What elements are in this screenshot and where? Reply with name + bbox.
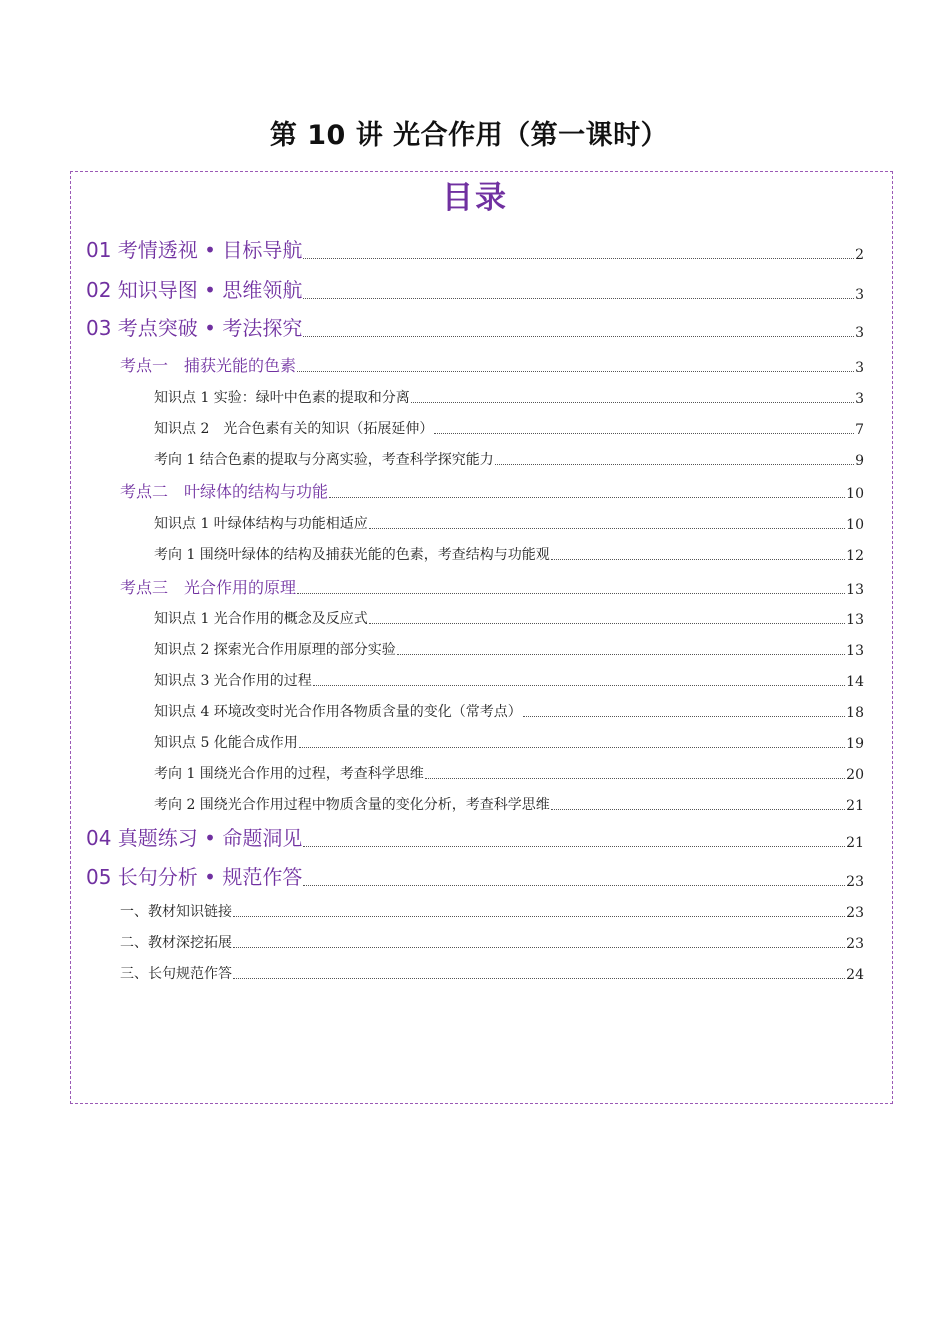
toc-entry-page: 23 bbox=[846, 936, 864, 952]
toc-entry[interactable] bbox=[154, 416, 864, 438]
toc-entry[interactable] bbox=[120, 352, 864, 376]
toc-entry-page: 20 bbox=[846, 767, 864, 783]
toc-dot-leader bbox=[303, 336, 854, 337]
toc-entry-page: 3 bbox=[855, 325, 864, 341]
toc-entry-label: 知识点 1 叶绿体结构与功能相适应 bbox=[154, 516, 368, 532]
toc-entry[interactable] bbox=[86, 311, 864, 341]
toc-heading: 目录 bbox=[442, 180, 508, 216]
toc-dot-leader bbox=[425, 778, 845, 779]
toc-dot-leader bbox=[313, 685, 845, 686]
toc-entry-page: 2 bbox=[855, 247, 864, 263]
toc-dot-leader bbox=[369, 528, 845, 529]
toc-dot-leader bbox=[329, 497, 845, 498]
toc-entry-label: 知识点 3 光合作用的过程 bbox=[154, 673, 312, 689]
toc-entry[interactable] bbox=[154, 792, 864, 814]
toc-entry-label: 三、长句规范作答 bbox=[120, 966, 232, 982]
toc-dot-leader bbox=[303, 885, 845, 886]
toc-entry[interactable] bbox=[154, 699, 864, 721]
toc-entry-label: 考向 1 围绕光合作用的过程，考查科学思维 bbox=[154, 766, 424, 782]
toc-entry-label: 知识点 5 化能合成作用 bbox=[154, 735, 298, 751]
toc-dot-leader bbox=[233, 978, 845, 979]
toc-entry[interactable] bbox=[154, 385, 864, 407]
toc-entry[interactable] bbox=[86, 233, 864, 263]
toc-entry-label: 考点一 捕获光能的色素 bbox=[120, 356, 297, 375]
toc-entry-page: 12 bbox=[846, 548, 864, 564]
toc-entry-label: 知识点 2 光合色素有关的知识（拓展延伸） bbox=[154, 421, 434, 437]
toc-entry[interactable] bbox=[120, 574, 864, 598]
toc-entry-label: 04 真题练习 • 命题洞见 bbox=[86, 826, 303, 850]
toc-entry-page: 13 bbox=[846, 643, 864, 659]
toc-entry-label: 知识点 2 探索光合作用原理的部分实验 bbox=[154, 642, 396, 658]
toc-entry-page: 10 bbox=[846, 517, 864, 533]
toc-dot-leader bbox=[397, 654, 845, 655]
toc-entry[interactable] bbox=[154, 761, 864, 783]
toc-entry[interactable] bbox=[86, 273, 864, 303]
toc-entry[interactable] bbox=[120, 478, 864, 502]
toc-entry[interactable] bbox=[120, 961, 864, 983]
toc-entry-page: 13 bbox=[846, 612, 864, 628]
toc-dot-leader bbox=[551, 809, 845, 810]
toc-dot-leader bbox=[551, 559, 845, 560]
toc-entry-label: 考点三 光合作用的原理 bbox=[120, 578, 297, 597]
toc-entry[interactable] bbox=[154, 542, 864, 564]
toc-dot-leader bbox=[299, 747, 845, 748]
toc-entry-label: 二、教材深挖拓展 bbox=[120, 935, 232, 951]
toc-dot-leader bbox=[297, 371, 854, 372]
toc-entry-label: 考向 1 围绕叶绿体的结构及捕获光能的色素，考查结构与功能观 bbox=[154, 547, 550, 563]
toc-entry-page: 19 bbox=[846, 736, 864, 752]
toc-dot-leader bbox=[495, 464, 854, 465]
page-title: 第 10 讲 光合作用（第一课时） bbox=[269, 120, 669, 151]
toc-entry-label: 知识点 1 实验：绿叶中色素的提取和分离 bbox=[154, 390, 410, 406]
toc-entry-label: 03 考点突破 • 考法探究 bbox=[86, 316, 303, 340]
toc-entry-page: 3 bbox=[855, 287, 864, 303]
toc-entry[interactable] bbox=[120, 899, 864, 921]
toc-entry[interactable] bbox=[154, 637, 864, 659]
toc-entry-label: 01 考情透视 • 目标导航 bbox=[86, 238, 303, 262]
toc-dot-leader bbox=[233, 916, 845, 917]
toc-entry-page: 13 bbox=[846, 582, 864, 598]
toc-entry[interactable] bbox=[120, 930, 864, 952]
toc-entry-page: 3 bbox=[855, 391, 864, 407]
toc-dot-leader bbox=[411, 402, 854, 403]
toc-entry-label: 知识点 1 光合作用的概念及反应式 bbox=[154, 611, 368, 627]
toc-entry-page: 3 bbox=[855, 360, 864, 376]
toc-entry[interactable] bbox=[154, 730, 864, 752]
toc-entry[interactable] bbox=[154, 606, 864, 628]
toc-entry-page: 23 bbox=[846, 905, 864, 921]
toc-dot-leader bbox=[303, 258, 854, 259]
toc-entry-page: 10 bbox=[846, 486, 864, 502]
toc-dot-leader bbox=[303, 298, 854, 299]
toc-entry[interactable] bbox=[154, 668, 864, 690]
toc-entry-page: 21 bbox=[846, 798, 864, 814]
toc-entry-label: 考向 1 结合色素的提取与分离实验，考查科学探究能力 bbox=[154, 452, 494, 468]
toc-entry-label: 一、教材知识链接 bbox=[120, 904, 232, 920]
toc-entry-page: 14 bbox=[846, 674, 864, 690]
toc-entry-page: 18 bbox=[846, 705, 864, 721]
toc-dot-leader bbox=[233, 947, 845, 948]
toc-dot-leader bbox=[297, 593, 845, 594]
toc-entry-page: 21 bbox=[846, 835, 864, 851]
toc-entry-page: 7 bbox=[855, 422, 864, 438]
toc-entry[interactable] bbox=[86, 860, 864, 890]
toc-entry[interactable] bbox=[154, 511, 864, 533]
toc-dot-leader bbox=[303, 846, 845, 847]
toc-dot-leader bbox=[434, 433, 854, 434]
toc-entry-page: 23 bbox=[846, 874, 864, 890]
toc-entry-label: 02 知识导图 • 思维领航 bbox=[86, 278, 303, 302]
toc-dot-leader bbox=[369, 623, 845, 624]
toc-entry[interactable] bbox=[86, 821, 864, 851]
toc-entry-page: 9 bbox=[855, 453, 864, 469]
toc-entry-label: 05 长句分析 • 规范作答 bbox=[86, 865, 303, 889]
toc-entry-label: 考向 2 围绕光合作用过程中物质含量的变化分析，考查科学思维 bbox=[154, 797, 550, 813]
toc-dot-leader bbox=[523, 716, 845, 717]
toc-entry-page: 24 bbox=[846, 967, 864, 983]
toc-entry-label: 知识点 4 环境改变时光合作用各物质含量的变化（常考点） bbox=[154, 704, 522, 720]
toc-entry[interactable] bbox=[154, 447, 864, 469]
toc-entry-label: 考点二 叶绿体的结构与功能 bbox=[120, 482, 329, 501]
